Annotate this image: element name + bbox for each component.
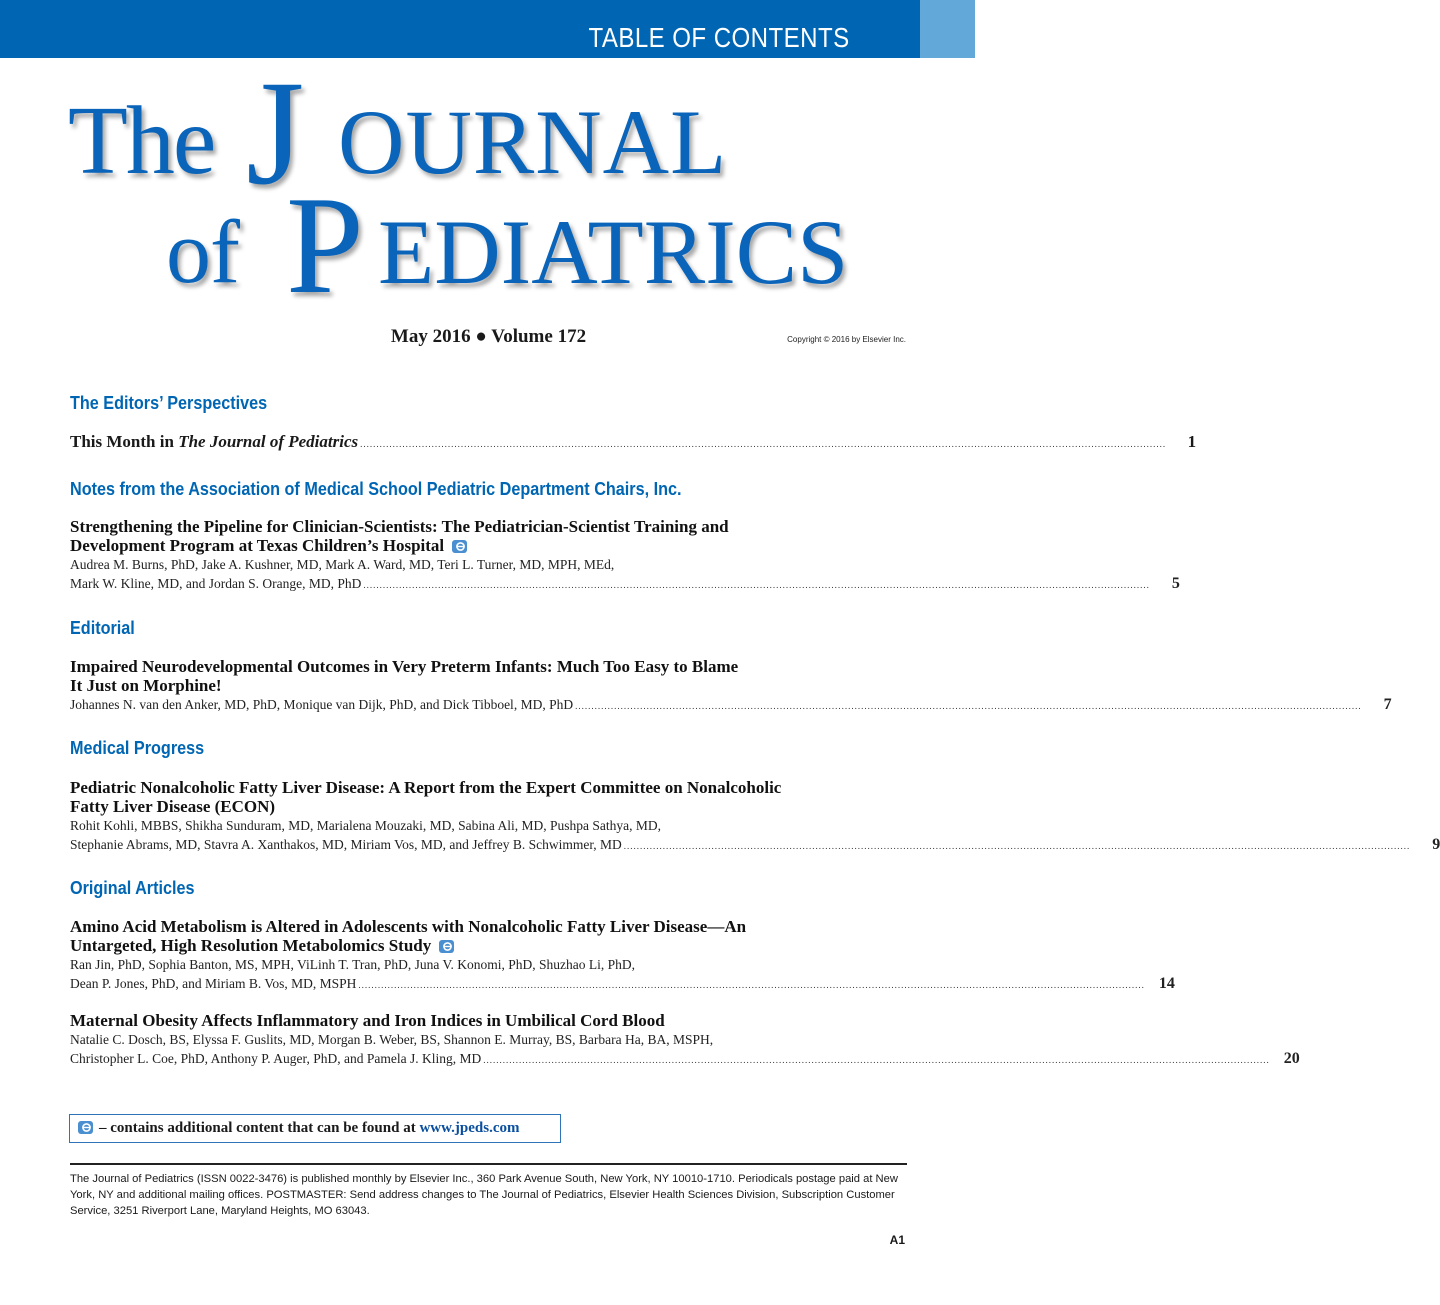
- table-of-contents-label: TABLE OF CONTENTS: [588, 22, 850, 53]
- leader-dots: ..................................................................................................................................................................................................................................................: [363, 580, 1150, 590]
- article-title-cont: Untargeted, High Resolution Metabolomics Study: [70, 936, 432, 955]
- article-authors: Audrea M. Burns, PhD, Jake A. Kushner, MD, Mark A. Ward, MD, Teri L. Turner, MD, MPH, MEd,: [70, 557, 615, 572]
- article-amino[interactable]: [70, 917, 1175, 995]
- e-content-legend: [69, 1114, 561, 1143]
- page-number: 7: [1383, 696, 1392, 713]
- article-this-month-line: [70, 432, 1197, 452]
- e-content-icon: [452, 540, 467, 553]
- article-authors-cont: Mark W. Kline, MD, and Jordan S. Orange, MD, PhD: [70, 576, 362, 591]
- article-authors: Rohit Kohli, MBBS, Shikha Sunduram, MD, Marialena Mouzaki, MD, Sabina Ali, MD, Pushpa Sathya, MD,: [70, 818, 661, 833]
- article-title: Maternal Obesity Affects Inflammatory and Iron Indices in Umbilical Cord Blood: [70, 1011, 665, 1030]
- publication-info: The Journal of Pediatrics (ISSN 0022-3476) is published monthly by Elsevier Inc., 360 Park Avenue South, New York, NY 10010-1710. Periodicals postage paid at New York, NY and additional mailing offices. POSTMASTER: Send address changes to The Journal of Pediatrics, Elsevier Health Sciences Division, Subscription Customer Service, 3251 Riverport Lane, Maryland Heights, MO 63043.: [70, 1173, 898, 1217]
- article-authors: Johannes N. van den Anker, MD, PhD, Monique van Dijk, PhD, and Dick Tibboel, MD, PhD: [70, 697, 574, 712]
- article-pipeline[interactable]: [70, 517, 1180, 595]
- journal-masthead: [0, 0, 975, 323]
- article-authors: Ran Jin, PhD, Sophia Banton, MS, MPH, ViLinh T. Tran, PhD, Juna V. Konomi, PhD, Shuzhao Li, PhD,: [70, 957, 636, 972]
- masthead-p: P: [286, 168, 364, 323]
- page-number: 9: [1432, 836, 1440, 853]
- article-title: Strengthening the Pipeline for Clinician-Scientists: The Pediatrician-Scientist Training and: [70, 517, 729, 536]
- article-title: Impaired Neurodevelopmental Outcomes in Very Preterm Infants: Much Too Easy to Blame: [70, 657, 739, 676]
- article-title-cont: It Just on Morphine!: [70, 676, 222, 695]
- article-title: Amino Acid Metabolism is Altered in Adolescents with Nonalcoholic Fatty Liver Disease—An: [70, 917, 747, 936]
- article-neuro[interactable]: [70, 657, 1392, 716]
- page-number: 20: [1283, 1050, 1300, 1067]
- article-authors-line: [70, 574, 1180, 595]
- leader-dots: ........................................................................................................................................................................................................................................................: [360, 439, 1167, 449]
- article-title-cont: Development Program at Texas Children’s Hospital: [70, 536, 445, 555]
- footer-divider: [70, 1163, 907, 1165]
- e-content-icon: [439, 940, 454, 953]
- masthead-the: The: [68, 87, 215, 195]
- page-number: 5: [1171, 575, 1180, 592]
- leader-dots: ..................................................................................................................................................................................................................................................: [358, 980, 1145, 990]
- article-obesity[interactable]: [70, 1011, 1300, 1070]
- article-this-month-journal: The Journal of Pediatrics: [178, 432, 359, 451]
- article-authors-cont: Dean P. Jones, PhD, and Miriam B. Vos, MD, MSPH: [70, 976, 357, 991]
- article-authors-cont: Christopher L. Coe, PhD, Anthony P. Auger, PhD, and Pamela J. Kling, MD: [70, 1051, 482, 1066]
- copyright-notice: Copyright © 2016 by Elsevier Inc.: [787, 335, 906, 344]
- page-identifier: A1: [889, 1233, 905, 1247]
- masthead-ediatrics: EDIATRICS: [378, 201, 849, 303]
- article-authors-line: [70, 974, 1175, 995]
- leader-dots: ..................................................................................................................................................................................................................................................: [623, 841, 1411, 851]
- article-authors-line: [70, 1049, 1300, 1070]
- article-authors-line: [70, 835, 1440, 856]
- masthead-ournal: OURNAL: [338, 91, 728, 193]
- section-editors-perspectives: The Editors’ Perspectives: [70, 393, 268, 413]
- article-this-month[interactable]: [70, 432, 1197, 452]
- article-title-line2: [70, 936, 907, 955]
- jpeds-link[interactable]: www.jpeds.com: [419, 1120, 520, 1136]
- leader-dots: ..................................................................................................................................................................................................................................................: [575, 701, 1362, 711]
- article-this-month-prefix: This Month in: [70, 432, 179, 451]
- section-original-articles: Original Articles: [70, 878, 195, 898]
- article-authors-line: [70, 695, 1392, 716]
- leader-dots: ..................................................................................................................................................................................................................................................: [483, 1055, 1270, 1065]
- issue-line: May 2016 ● Volume 172: [390, 326, 587, 347]
- page-number: 1: [1187, 432, 1197, 451]
- article-authors-cont: Stephanie Abrams, MD, Stavra A. Xanthakos, MD, Miriam Vos, MD, and Jeffrey B. Schwimmer, MD: [70, 837, 622, 852]
- section-editorial: Editorial: [70, 618, 135, 638]
- article-title: Pediatric Nonalcoholic Fatty Liver Disease: A Report from the Expert Committee on Nonalcoholic: [70, 778, 782, 797]
- page-number: 14: [1158, 975, 1175, 992]
- section-notes-association: Notes from the Association of Medical School Pediatric Department Chairs, Inc.: [70, 479, 682, 499]
- article-authors: Natalie C. Dosch, BS, Elyssa F. Guslits, MD, Morgan B. Weber, BS, Shannon E. Murray, BS, Barbara Ha, BA, MSPH,: [70, 1032, 714, 1047]
- legend-text: – contains additional content that can be found at: [99, 1120, 420, 1136]
- article-title-cont: Fatty Liver Disease (ECON): [70, 797, 276, 816]
- section-medical-progress: Medical Progress: [70, 738, 205, 758]
- e-content-icon: [78, 1121, 93, 1134]
- masthead-of: of: [166, 203, 239, 302]
- masthead-j: J: [246, 50, 305, 216]
- article-title-line2: [70, 536, 907, 555]
- article-nafld[interactable]: [70, 778, 1440, 856]
